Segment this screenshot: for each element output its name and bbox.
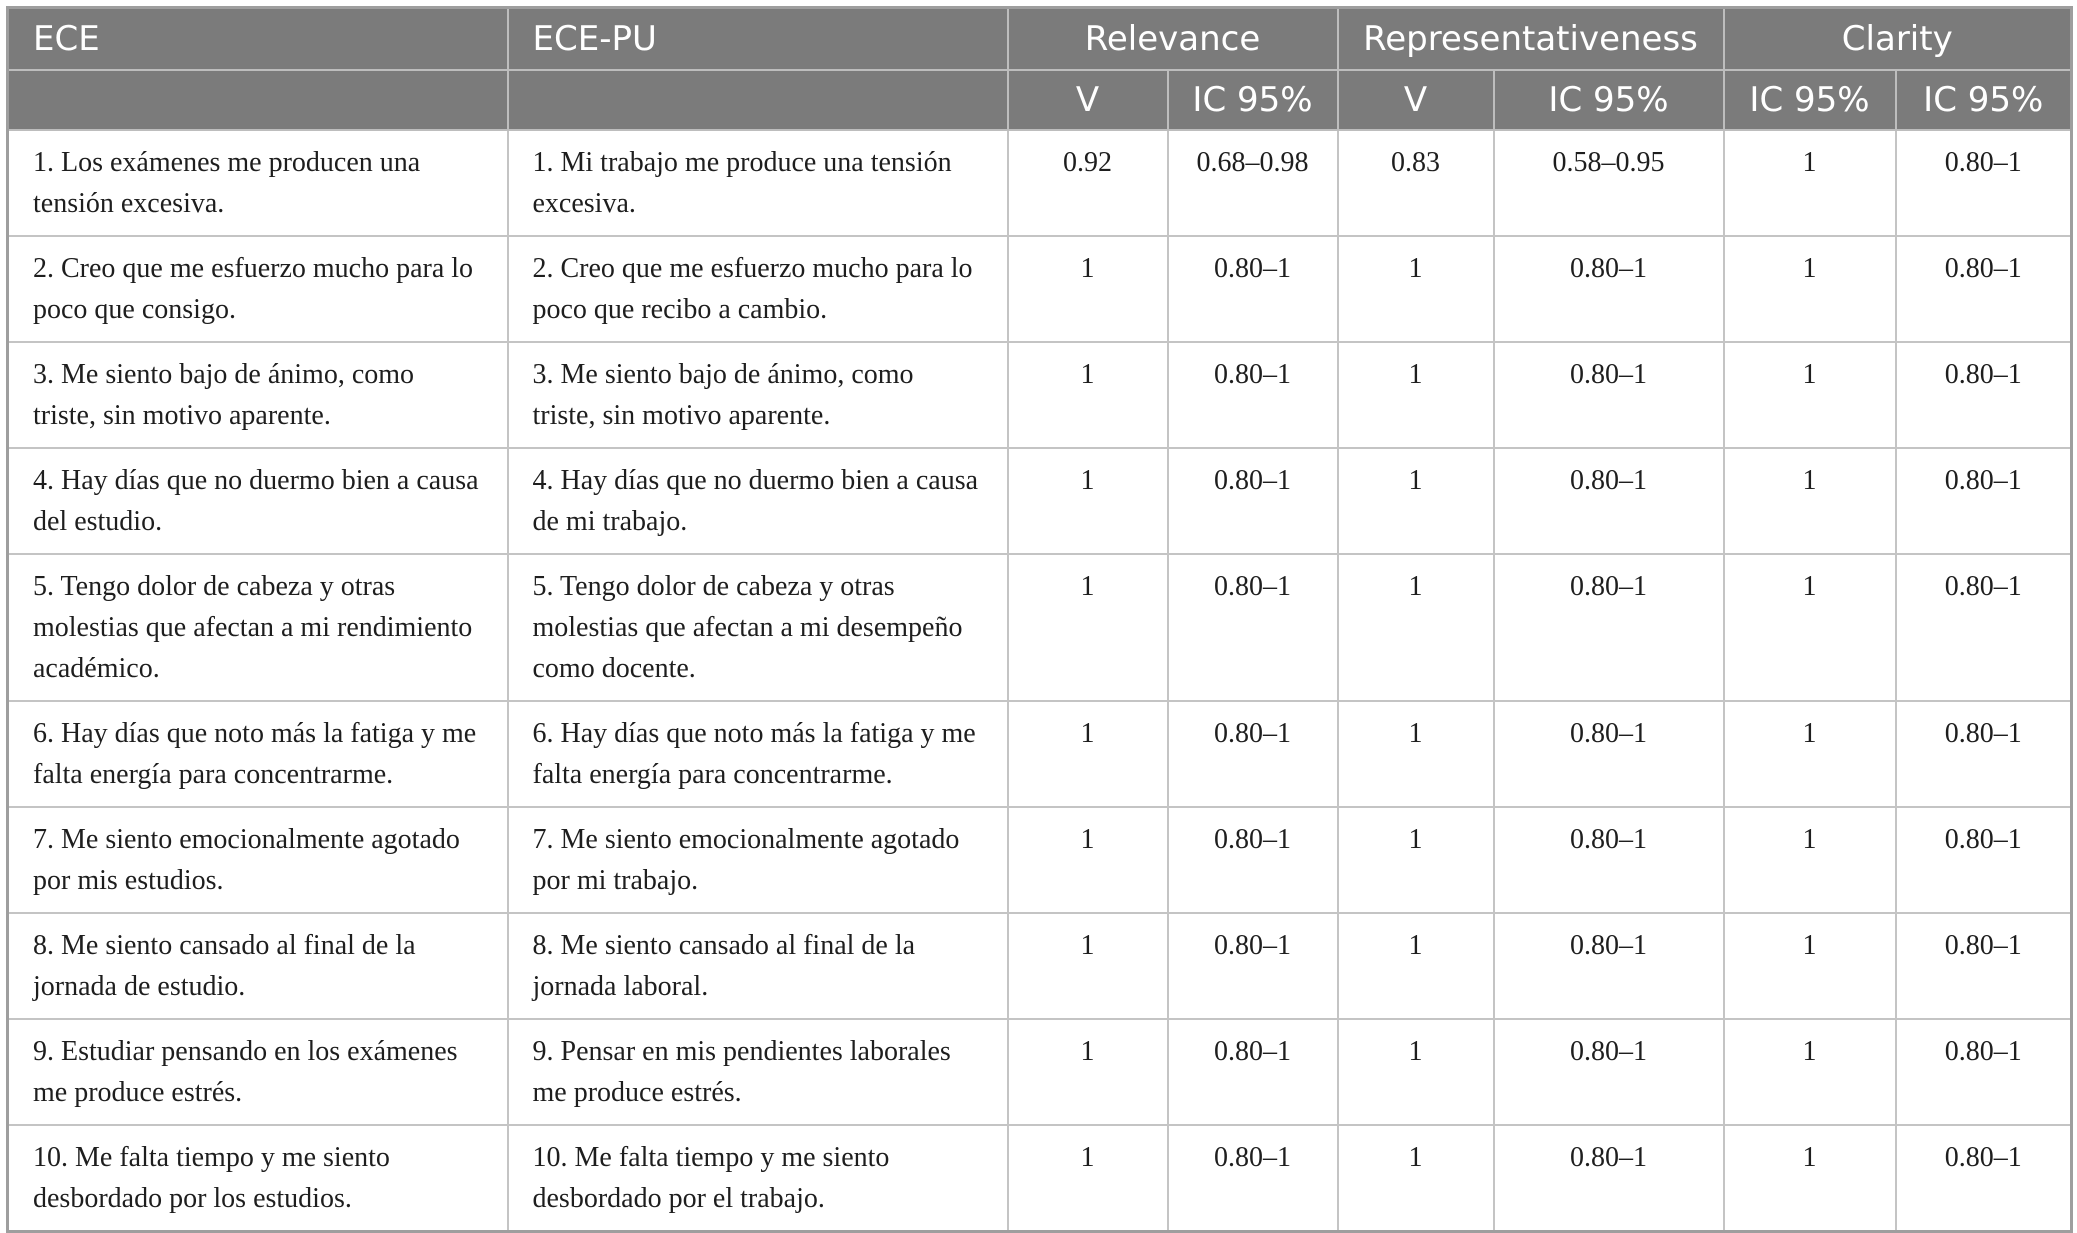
cell-relevance-v: 1 xyxy=(1008,1019,1168,1125)
table-row xyxy=(8,807,2072,913)
cell-clarity-ic-1: 1 xyxy=(1724,913,1896,1019)
cell-clarity-ic-1: 1 xyxy=(1724,342,1896,448)
cell-representativeness-ic: 0.80–1 xyxy=(1494,807,1724,913)
cell-ece-pu-item: 5. Tengo dolor de cabeza y otras molestias que afectan a mi desempeño como docente. xyxy=(508,554,1008,701)
cell-representativeness-ic: 0.80–1 xyxy=(1494,1019,1724,1125)
cell-representativeness-ic: 0.80–1 xyxy=(1494,342,1724,448)
cell-clarity-ic-2: 0.80–1 xyxy=(1896,701,2072,807)
cell-relevance-ic: 0.80–1 xyxy=(1168,554,1338,701)
cell-ece-pu-item: 9. Pensar en mis pendientes laborales me produce estrés. xyxy=(508,1019,1008,1125)
table-row xyxy=(8,1125,2072,1232)
header-row-subcolumns xyxy=(8,70,2072,130)
cell-clarity-ic-2: 0.80–1 xyxy=(1896,1125,2072,1232)
cell-ece-item: 10. Me falta tiempo y me siento desbordado por los estudios. xyxy=(8,1125,508,1232)
header-relevance-ic: IC 95% xyxy=(1168,70,1338,130)
cell-representativeness-v: 1 xyxy=(1338,448,1494,554)
cell-relevance-v: 1 xyxy=(1008,913,1168,1019)
cell-clarity-ic-2: 0.80–1 xyxy=(1896,130,2072,236)
cell-clarity-ic-2: 0.80–1 xyxy=(1896,236,2072,342)
cell-representativeness-ic: 0.80–1 xyxy=(1494,236,1724,342)
table-body xyxy=(8,130,2072,1232)
cell-clarity-ic-1: 1 xyxy=(1724,554,1896,701)
cell-ece-item: 3. Me siento bajo de ánimo, como triste, sin motivo aparente. xyxy=(8,342,508,448)
cell-clarity-ic-2: 0.80–1 xyxy=(1896,913,2072,1019)
cell-ece-item: 2. Creo que me esfuerzo mucho para lo poco que consigo. xyxy=(8,236,508,342)
cell-relevance-v: 1 xyxy=(1008,448,1168,554)
cell-clarity-ic-1: 1 xyxy=(1724,130,1896,236)
cell-relevance-v: 0.92 xyxy=(1008,130,1168,236)
cell-relevance-ic: 0.80–1 xyxy=(1168,807,1338,913)
cell-clarity-ic-1: 1 xyxy=(1724,807,1896,913)
header-relevance-v: V xyxy=(1008,70,1168,130)
header-clarity-ic-2: IC 95% xyxy=(1896,70,2072,130)
cell-ece-pu-item: 6. Hay días que noto más la fatiga y me falta energía para concentrarme. xyxy=(508,701,1008,807)
cell-ece-pu-item: 7. Me siento emocionalmente agotado por mi trabajo. xyxy=(508,807,1008,913)
header-ece-pu: ECE-PU xyxy=(508,8,1008,71)
cell-representativeness-ic: 0.58–0.95 xyxy=(1494,130,1724,236)
cell-ece-item: 9. Estudiar pensando en los exámenes me produce estrés. xyxy=(8,1019,508,1125)
header-representativeness-v: V xyxy=(1338,70,1494,130)
cell-clarity-ic-1: 1 xyxy=(1724,236,1896,342)
cell-clarity-ic-1: 1 xyxy=(1724,1125,1896,1232)
validity-table xyxy=(6,6,2073,1233)
cell-ece-pu-item: 4. Hay días que no duermo bien a causa de mi trabajo. xyxy=(508,448,1008,554)
table-row xyxy=(8,554,2072,701)
table-container xyxy=(6,6,2070,1233)
cell-clarity-ic-2: 0.80–1 xyxy=(1896,448,2072,554)
cell-clarity-ic-2: 0.80–1 xyxy=(1896,342,2072,448)
cell-clarity-ic-2: 0.80–1 xyxy=(1896,554,2072,701)
cell-representativeness-ic: 0.80–1 xyxy=(1494,701,1724,807)
table-row xyxy=(8,342,2072,448)
cell-relevance-ic: 0.80–1 xyxy=(1168,1125,1338,1232)
cell-ece-pu-item: 1. Mi trabajo me produce una tensión excesiva. xyxy=(508,130,1008,236)
header-relevance: Relevance xyxy=(1008,8,1338,71)
cell-relevance-v: 1 xyxy=(1008,701,1168,807)
cell-representativeness-ic: 0.80–1 xyxy=(1494,913,1724,1019)
cell-ece-item: 4. Hay días que no duermo bien a causa del estudio. xyxy=(8,448,508,554)
cell-representativeness-v: 1 xyxy=(1338,342,1494,448)
cell-relevance-v: 1 xyxy=(1008,1125,1168,1232)
table-row xyxy=(8,236,2072,342)
header-representativeness: Representativeness xyxy=(1338,8,1724,71)
cell-ece-item: 1. Los exámenes me producen una tensión excesiva. xyxy=(8,130,508,236)
cell-relevance-ic: 0.80–1 xyxy=(1168,448,1338,554)
header-row-groups xyxy=(8,8,2072,71)
cell-relevance-v: 1 xyxy=(1008,554,1168,701)
cell-relevance-v: 1 xyxy=(1008,236,1168,342)
cell-ece-item: 5. Tengo dolor de cabeza y otras molestias que afectan a mi rendimiento académico. xyxy=(8,554,508,701)
table-row xyxy=(8,1019,2072,1125)
cell-representativeness-v: 1 xyxy=(1338,1019,1494,1125)
cell-representativeness-v: 1 xyxy=(1338,1125,1494,1232)
cell-relevance-ic: 0.80–1 xyxy=(1168,1019,1338,1125)
cell-clarity-ic-1: 1 xyxy=(1724,701,1896,807)
table-row xyxy=(8,701,2072,807)
cell-representativeness-ic: 0.80–1 xyxy=(1494,448,1724,554)
table-header xyxy=(8,8,2072,131)
cell-representativeness-ic: 0.80–1 xyxy=(1494,1125,1724,1232)
table-row xyxy=(8,130,2072,236)
header-representativeness-ic: IC 95% xyxy=(1494,70,1724,130)
header-ece-blank xyxy=(8,70,508,130)
header-clarity-ic-1: IC 95% xyxy=(1724,70,1896,130)
cell-representativeness-v: 1 xyxy=(1338,807,1494,913)
header-clarity: Clarity xyxy=(1724,8,2072,71)
header-ece: ECE xyxy=(8,8,508,71)
cell-relevance-ic: 0.80–1 xyxy=(1168,342,1338,448)
cell-ece-pu-item: 10. Me falta tiempo y me siento desbordado por el trabajo. xyxy=(508,1125,1008,1232)
cell-relevance-ic: 0.68–0.98 xyxy=(1168,130,1338,236)
cell-clarity-ic-2: 0.80–1 xyxy=(1896,807,2072,913)
cell-relevance-ic: 0.80–1 xyxy=(1168,236,1338,342)
cell-ece-pu-item: 2. Creo que me esfuerzo mucho para lo poco que recibo a cambio. xyxy=(508,236,1008,342)
cell-relevance-v: 1 xyxy=(1008,342,1168,448)
cell-representativeness-v: 1 xyxy=(1338,236,1494,342)
table-row xyxy=(8,913,2072,1019)
header-ece-pu-blank xyxy=(508,70,1008,130)
cell-ece-pu-item: 8. Me siento cansado al final de la jornada laboral. xyxy=(508,913,1008,1019)
cell-ece-item: 6. Hay días que noto más la fatiga y me falta energía para concentrarme. xyxy=(8,701,508,807)
cell-representativeness-v: 0.83 xyxy=(1338,130,1494,236)
cell-representativeness-ic: 0.80–1 xyxy=(1494,554,1724,701)
cell-representativeness-v: 1 xyxy=(1338,554,1494,701)
cell-relevance-v: 1 xyxy=(1008,807,1168,913)
cell-ece-pu-item: 3. Me siento bajo de ánimo, como triste, sin motivo aparente. xyxy=(508,342,1008,448)
cell-clarity-ic-2: 0.80–1 xyxy=(1896,1019,2072,1125)
cell-representativeness-v: 1 xyxy=(1338,913,1494,1019)
cell-relevance-ic: 0.80–1 xyxy=(1168,913,1338,1019)
cell-clarity-ic-1: 1 xyxy=(1724,448,1896,554)
cell-ece-item: 8. Me siento cansado al final de la jornada de estudio. xyxy=(8,913,508,1019)
cell-representativeness-v: 1 xyxy=(1338,701,1494,807)
cell-relevance-ic: 0.80–1 xyxy=(1168,701,1338,807)
cell-clarity-ic-1: 1 xyxy=(1724,1019,1896,1125)
table-row xyxy=(8,448,2072,554)
cell-ece-item: 7. Me siento emocionalmente agotado por mis estudios. xyxy=(8,807,508,913)
